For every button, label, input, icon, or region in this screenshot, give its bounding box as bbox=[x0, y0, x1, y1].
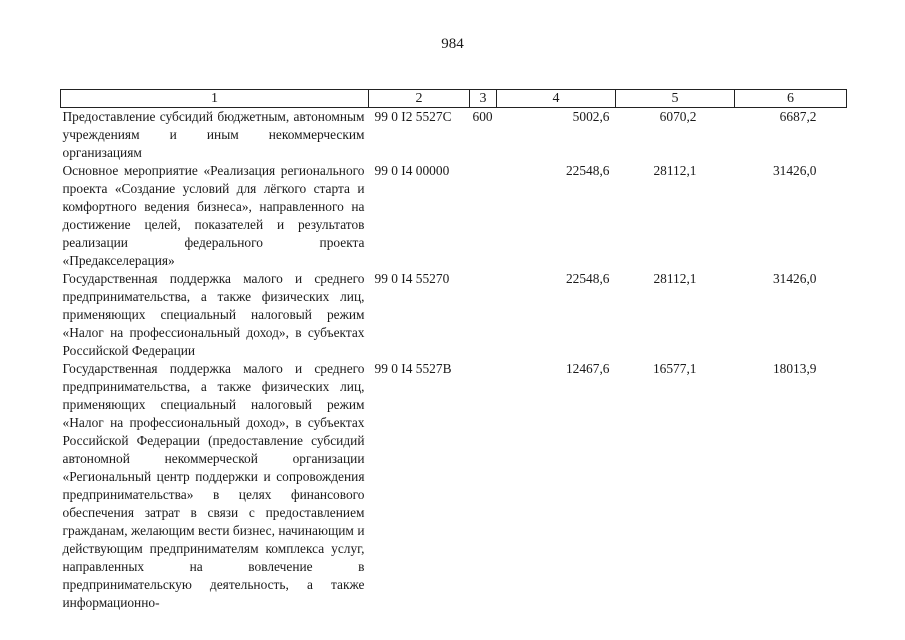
row-value-5: 16577,1 bbox=[652, 361, 697, 376]
row-name: Государственная поддержка малого и среднего предпринимательства, а также физических лиц, применяющих специальный налоговый режим «Налог на профессиональный доход», в субъектах Российской Федерации (предоставление субсидий автономной некоммерческой организации «Региональный центр поддержки и сопровождения предпринимательства» в целях финансового обеспечения затрат в связи с предоставлением гражданам, желающим вести бизнес, начинающим и действующим предпринимателям комплекса услуг, направленных на вовлечение в предпринимательскую деятельность, а также информационно- bbox=[62, 361, 365, 610]
row-name: Основное мероприятие «Реализация регионального проекта «Создание условий для лёгкого старта и комфортного ведения бизнеса», направленного на достижение целей, показателей и результатов реализации федерального проекта «Предакселерация» bbox=[62, 163, 365, 268]
column-header: 1 bbox=[61, 90, 369, 108]
row-name: Предоставление субсидий бюджетным, автономным учреждениям и иным некоммерческим организациям bbox=[62, 109, 365, 160]
column-header: 2 bbox=[369, 90, 470, 108]
row-value-6: 18013,9 bbox=[772, 361, 817, 376]
table-row bbox=[61, 162, 847, 270]
row-value-6: 31426,0 bbox=[772, 271, 817, 286]
budget-table bbox=[60, 89, 847, 612]
row-expense-type bbox=[470, 162, 497, 270]
row-value-5: 28112,1 bbox=[653, 271, 697, 286]
row-value-6: 31426,0 bbox=[772, 163, 817, 178]
row-expense-type bbox=[470, 270, 497, 360]
row-value-5: 6070,2 bbox=[659, 109, 697, 124]
row-value-4: 22548,6 bbox=[565, 163, 610, 178]
column-header: 3 bbox=[470, 90, 497, 108]
row-code: 99 0 I4 5527B bbox=[374, 361, 452, 376]
row-code: 99 0 I4 00000 bbox=[374, 163, 450, 178]
column-header: 4 bbox=[497, 90, 616, 108]
table-row bbox=[61, 108, 847, 163]
row-expense-type: 600 bbox=[472, 109, 493, 124]
row-code: 99 0 I2 5527C bbox=[374, 109, 452, 124]
row-expense-type bbox=[470, 360, 497, 612]
column-header: 5 bbox=[616, 90, 735, 108]
row-value-4: 12467,6 bbox=[565, 361, 610, 376]
table-row bbox=[61, 360, 847, 612]
row-value-5: 28112,1 bbox=[653, 163, 697, 178]
page-number: 984 bbox=[441, 36, 464, 52]
table-header-row bbox=[61, 90, 847, 108]
row-value-4: 22548,6 bbox=[565, 271, 610, 286]
table-row bbox=[61, 270, 847, 360]
row-code: 99 0 I4 55270 bbox=[374, 271, 450, 286]
row-value-4: 5002,6 bbox=[572, 109, 610, 124]
row-name: Государственная поддержка малого и среднего предпринимательства, а также физических лиц, применяющих специальный налоговый режим «Налог на профессиональный доход», в субъектах Российской Федерации bbox=[62, 271, 365, 358]
row-value-6: 6687,2 bbox=[779, 109, 817, 124]
column-header: 6 bbox=[735, 90, 847, 108]
